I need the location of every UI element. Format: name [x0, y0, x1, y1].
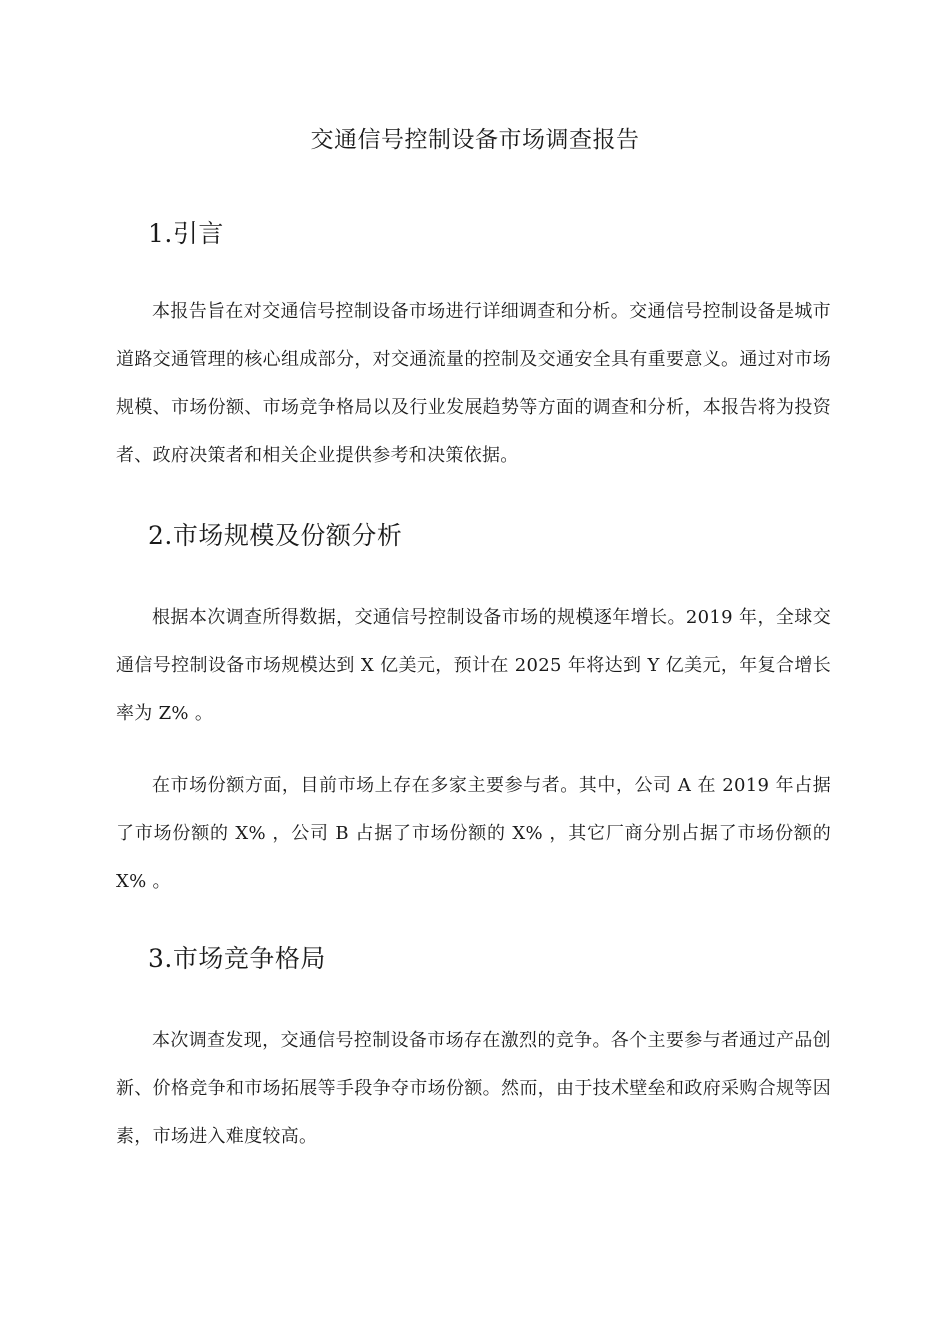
paragraph-competition: 本次调查发现，交通信号控制设备市场存在激烈的竞争。各个主要参与者通过产品创新、价格竞争和市场拓展等手段争夺市场份额。然而，由于技术壁垒和政府采购合规等因素，市场进入难度较高。	[116, 1030, 831, 1147]
section-heading-competition: 3.市场竞争格局	[148, 944, 326, 973]
paragraph-introduction: 本报告旨在对交通信号控制设备市场进行详细调查和分析。交通信号控制设备是城市道路交通管理的核心组成部分，对交通流量的控制及交通安全具有重要意义。通过对市场规模、市场份额、市场竞争格局以及行业发展趋势等方面的调查和分析，本报告将为投资者、政府决策者和相关企业提供参考和决策依据。	[116, 301, 831, 466]
paragraph-market-size: 根据本次调查所得数据，交通信号控制设备市场的规模逐年增长。2019 年，全球交通信号控制设备市场规模达到 X 亿美元，预计在 2025 年将达到 Y 亿美元，年复合增长率为 Z% 。	[116, 607, 831, 724]
section-heading-introduction: 1.引言	[148, 219, 224, 248]
section-heading-market-size: 2.市场规模及份额分析	[148, 521, 403, 550]
document-title: 交通信号控制设备市场调查报告	[310, 127, 640, 153]
paragraph-market-share: 在市场份额方面，目前市场上存在多家主要参与者。其中，公司 A 在 2019 年占据了市场份额的 X% ，公司 B 占据了市场份额的 X% ，其它厂商分别占据了市场份额的 X% 。	[116, 775, 831, 892]
